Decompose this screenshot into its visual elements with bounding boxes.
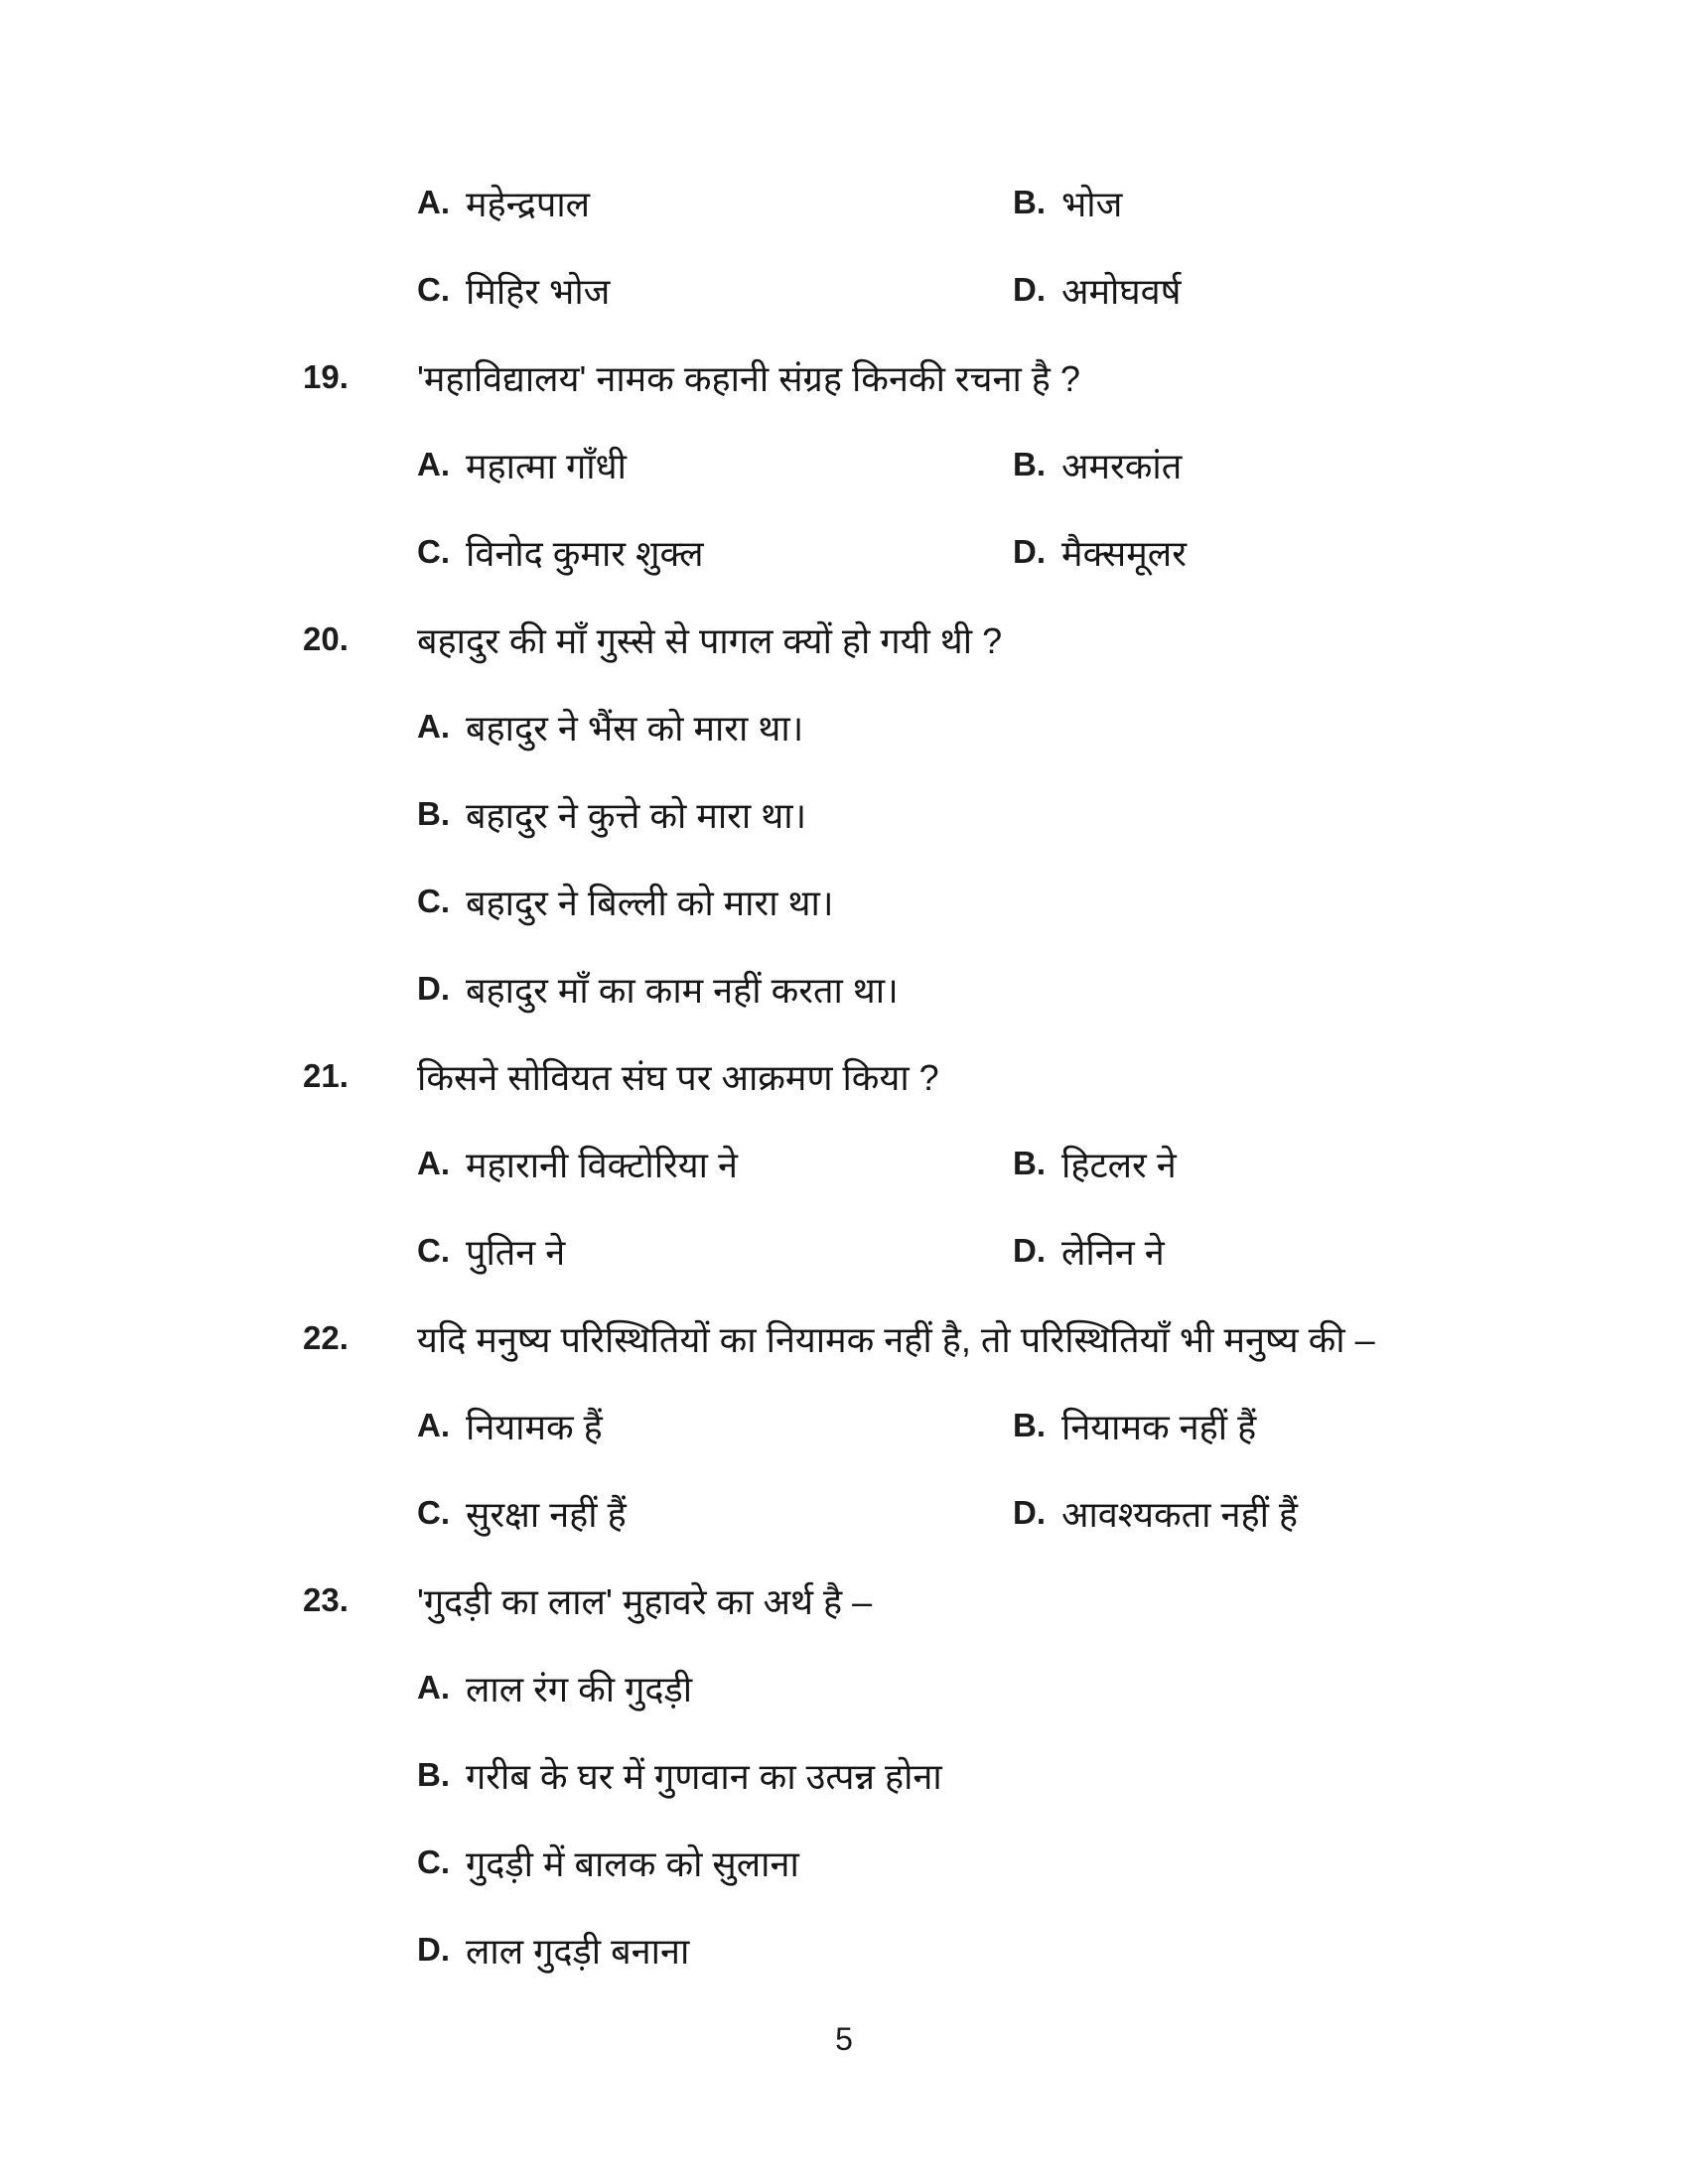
- option-a: [417, 1402, 1013, 1450]
- option-c: [417, 1489, 1013, 1538]
- question-number: 19.: [303, 358, 349, 395]
- option-text: पुतिन ने: [466, 1231, 566, 1273]
- option-b: [1013, 1140, 1177, 1188]
- option-text: बहादुर ने भैंस को मारा था।: [466, 707, 804, 749]
- option-a: [417, 703, 803, 751]
- option-label: B.: [417, 795, 450, 832]
- option-label: A.: [417, 184, 450, 220]
- option-d: [417, 965, 899, 1014]
- option-c: [417, 528, 1013, 577]
- options-row: [303, 1469, 1574, 1557]
- options-row: [303, 1382, 1574, 1469]
- option-text: हिटलर ने: [1061, 1144, 1177, 1185]
- questions-area: [303, 159, 1574, 1993]
- option-text: मैक्समूलर: [1061, 532, 1187, 574]
- options-row: [303, 1120, 1574, 1207]
- option-text: नियामक हैं: [466, 1406, 603, 1447]
- option-label: C.: [417, 1232, 450, 1269]
- option-text: भोज: [1061, 183, 1123, 224]
- option-label: A.: [417, 1145, 450, 1181]
- options-row: [303, 683, 1574, 770]
- option-a: [417, 441, 1013, 489]
- option-text: गरीब के घर में गुणवान का उत्पन्न होना: [466, 1755, 942, 1797]
- option-text: बहादुर माँ का काम नहीं करता था।: [466, 969, 899, 1011]
- question-block-20: [303, 596, 1574, 1032]
- question-number: 21.: [303, 1057, 349, 1094]
- option-b: [1013, 1402, 1256, 1450]
- option-b: [417, 1751, 942, 1800]
- page-number: 5: [835, 2021, 853, 2057]
- option-b: [1013, 179, 1122, 227]
- question-text: बहादुर की माँ गुस्से से पागल क्यों हो गयी थी ?: [417, 619, 1003, 661]
- option-label: D.: [1013, 533, 1046, 570]
- question-line: [303, 1032, 1574, 1120]
- option-b: [417, 790, 806, 839]
- question-line: [303, 596, 1574, 683]
- question-line: [303, 1295, 1574, 1382]
- option-d: [1013, 266, 1181, 315]
- question-block-19: [303, 334, 1574, 596]
- option-label: C.: [417, 533, 450, 570]
- option-text: लेनिन ने: [1061, 1231, 1165, 1273]
- question-block-18-options: [303, 159, 1574, 334]
- option-text: मिहिर भोज: [466, 270, 611, 312]
- option-text: आवश्यकता नहीं हैं: [1061, 1493, 1299, 1535]
- option-text: महेन्द्रपाल: [466, 183, 591, 224]
- options-row: [303, 858, 1574, 945]
- option-label: D.: [1013, 271, 1046, 308]
- question-number: 23.: [303, 1581, 349, 1618]
- option-label: C.: [417, 271, 450, 308]
- option-c: [417, 1227, 1013, 1276]
- option-text: लाल गुदड़ी बनाना: [466, 1930, 690, 1972]
- question-block-21: [303, 1032, 1574, 1295]
- option-label: B.: [1013, 184, 1046, 220]
- question-block-23: [303, 1557, 1574, 1993]
- option-c: [417, 878, 834, 926]
- option-d: [1013, 528, 1187, 577]
- options-row: [303, 1644, 1574, 1731]
- option-a: [417, 179, 1013, 227]
- option-text: गुदड़ी में बालक को सुलाना: [466, 1843, 799, 1884]
- option-a: [417, 1664, 692, 1712]
- question-text: 'गुदड़ी का लाल' मुहावरे का अर्थ है –: [417, 1580, 873, 1622]
- option-label: C.: [417, 1494, 450, 1531]
- option-text: महात्मा गाँधी: [466, 445, 627, 486]
- option-c: [417, 1839, 799, 1887]
- option-text: सुरक्षा नहीं हैं: [466, 1493, 627, 1535]
- question-text: किसने सोवियत संघ पर आक्रमण किया ?: [417, 1056, 939, 1098]
- options-row: [303, 1906, 1574, 1993]
- option-label: A.: [417, 1669, 450, 1706]
- option-label: B.: [1013, 1407, 1046, 1443]
- options-row: [303, 1731, 1574, 1819]
- option-text: लाल रंग की गुदड़ी: [466, 1668, 693, 1709]
- option-text: बहादुर ने बिल्ली को मारा था।: [466, 882, 834, 923]
- question-number: 20.: [303, 620, 349, 657]
- option-label: B.: [1013, 446, 1046, 482]
- question-text: 'महाविद्यालय' नामक कहानी संग्रह किनकी रचना है ?: [417, 357, 1080, 399]
- question-block-22: [303, 1295, 1574, 1557]
- question-line: [303, 334, 1574, 421]
- option-d: [1013, 1489, 1298, 1538]
- option-label: A.: [417, 446, 450, 482]
- option-text: अमरकांत: [1061, 445, 1183, 486]
- option-label: A.: [417, 1407, 450, 1443]
- option-label: B.: [417, 1756, 450, 1793]
- options-row: [303, 945, 1574, 1032]
- option-b: [1013, 441, 1182, 489]
- question-text: यदि मनुष्य परिस्थितियों का नियामक नहीं है, तो परिस्थितियाँ भी मनुष्य की –: [417, 1318, 1375, 1360]
- options-row: [303, 770, 1574, 858]
- options-row: [303, 246, 1574, 334]
- options-row: [303, 421, 1574, 508]
- question-line: [303, 1557, 1574, 1644]
- option-text: बहादुर ने कुत्ते को मारा था।: [466, 794, 807, 836]
- option-a: [417, 1140, 1013, 1188]
- option-text: महारानी विक्टोरिया ने: [466, 1144, 738, 1185]
- option-label: C.: [417, 883, 450, 919]
- option-d: [417, 1926, 689, 1975]
- option-label: B.: [1013, 1145, 1046, 1181]
- option-label: A.: [417, 708, 450, 745]
- option-label: C.: [417, 1843, 450, 1880]
- option-label: D.: [417, 1931, 450, 1968]
- options-row: [303, 1207, 1574, 1295]
- option-label: D.: [1013, 1494, 1046, 1531]
- options-row: [303, 508, 1574, 596]
- option-c: [417, 266, 1013, 315]
- options-row: [303, 159, 1574, 246]
- option-text: नियामक नहीं हैं: [1061, 1406, 1257, 1447]
- option-d: [1013, 1227, 1165, 1276]
- options-row: [303, 1819, 1574, 1906]
- option-label: D.: [1013, 1232, 1046, 1269]
- option-text: विनोद कुमार शुक्ल: [466, 532, 704, 574]
- option-text: अमोघवर्ष: [1061, 270, 1182, 312]
- option-label: D.: [417, 970, 450, 1007]
- question-number: 22.: [303, 1319, 349, 1356]
